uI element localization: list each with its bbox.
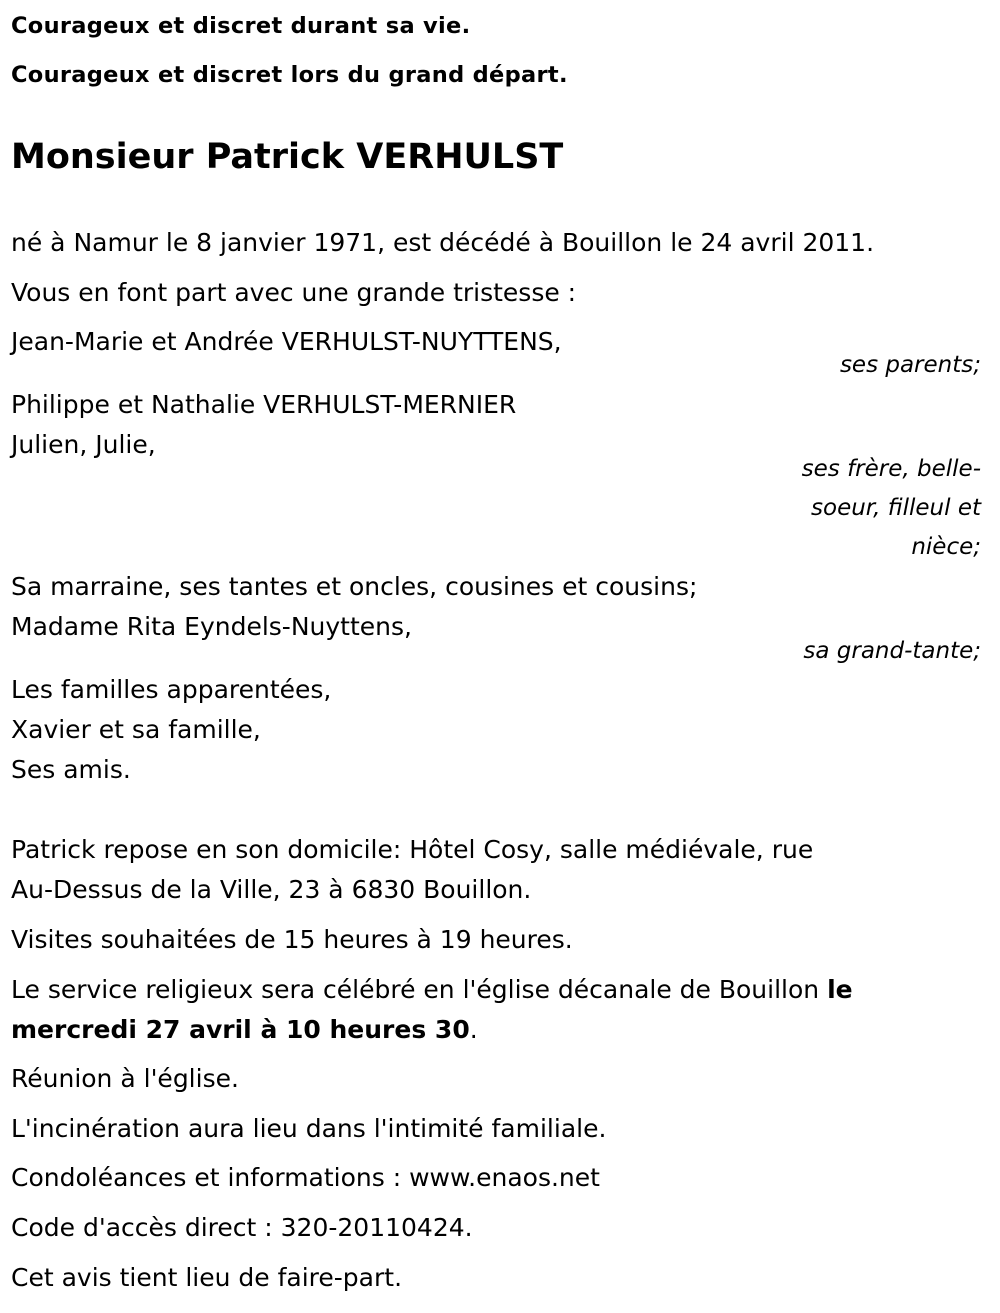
service-date-part-1: le (827, 975, 853, 1004)
obituary-notice (11, 0, 991, 1313)
children-names: Julien, Julie, (11, 430, 156, 459)
families-line: Les familles apparentées, (11, 675, 332, 704)
xavier-line: Xavier et sa famille, (11, 715, 261, 744)
parents-relation: ses parents; (839, 352, 981, 378)
friends-line: Ses amis. (11, 755, 131, 784)
visits-line: Visites souhaitées de 15 heures à 19 heures. (11, 925, 573, 954)
birth-death-line: né à Namur le 8 janvier 1971, est décédé à Bouillon le 24 avril 2011. (11, 228, 875, 257)
aunt-name: Madame Rita Eyndels-Nuyttens, (11, 612, 412, 641)
service-text: Le service religieux sera célébré en l'église décanale de Bouillon (11, 975, 828, 1004)
rest-line-2: Au-Dessus de la Ville, 23 à 6830 Bouillon. (11, 875, 532, 904)
sibling-names: Philippe et Nathalie VERHULST-MERNIER (11, 390, 517, 419)
parents-names: Jean-Marie et Andrée VERHULST-NUYTTENS, (11, 327, 562, 356)
relatives-line: Sa marraine, ses tantes et oncles, cousines et cousins; (11, 572, 698, 601)
access-code-line: Code d'accès direct : 320-20110424. (11, 1213, 473, 1242)
sibling-relation-2: soeur, filleul et (811, 495, 981, 521)
intro-line-2: Courageux et discret lors du grand départ. (11, 62, 568, 88)
deceased-name: Monsieur Patrick VERHULST (11, 137, 564, 177)
service-line-2 (11, 1015, 478, 1045)
cremation-line: L'incinération aura lieu dans l'intimité familiale. (11, 1114, 607, 1143)
aunt-relation: sa grand-tante; (803, 638, 981, 664)
sibling-relation-3: nièce; (911, 534, 981, 560)
sibling-relation-1: ses frère, belle- (801, 456, 981, 482)
rest-line-1: Patrick repose en son domicile: Hôtel Cosy, salle médiévale, rue (11, 835, 814, 864)
service-line-1 (11, 975, 853, 1005)
condolences-line: Condoléances et informations : www.enaos.net (11, 1163, 600, 1192)
intro-line-1: Courageux et discret durant sa vie. (11, 13, 471, 39)
service-end: . (469, 1015, 478, 1044)
meeting-line: Réunion à l'église. (11, 1064, 239, 1093)
service-date-part-2: mercredi 27 avril à 10 heures 30 (11, 1015, 470, 1044)
notice-line: Cet avis tient lieu de faire-part. (11, 1263, 403, 1292)
announcement-line: Vous en font part avec une grande tristesse : (11, 278, 577, 307)
